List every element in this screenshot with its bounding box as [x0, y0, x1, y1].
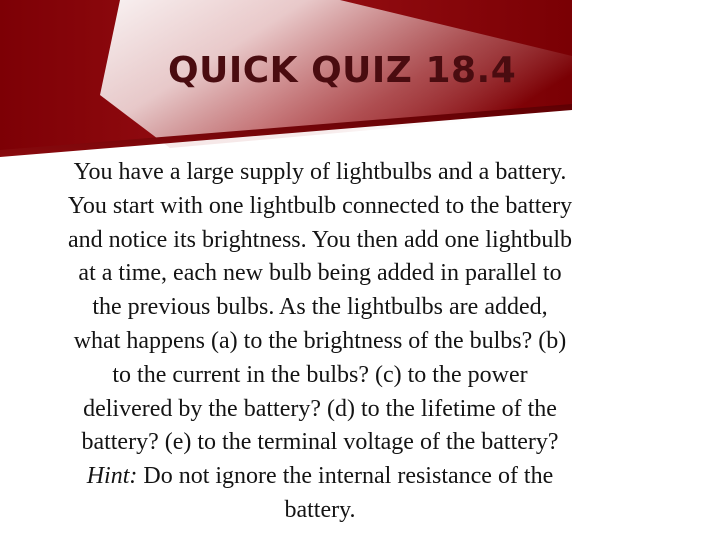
question-line: to the current in the bulbs? (c) to the power — [112, 361, 528, 388]
hint-label: Hint: — [86, 463, 138, 490]
question-line: and notice its brightness. You then add one lightbulb — [68, 226, 572, 253]
question-line: the previous bulbs. As the lightbulbs are added, — [92, 294, 548, 321]
question-line: You start with one lightbulb connected to the battery — [67, 192, 573, 219]
question-line: what happens (a) to the brightness of the bulbs? (b) — [73, 327, 567, 354]
hint-text: Do not ignore the internal resistance of the — [137, 463, 554, 490]
question-line: at a time, each new bulb being added in parallel to — [78, 260, 562, 287]
question-line: battery. — [284, 496, 356, 523]
question-line: delivered by the battery? (d) to the lifetime of the — [83, 395, 557, 422]
question-line: You have a large supply of lightbulbs and a battery. — [73, 159, 567, 185]
question-text — [10, 156, 630, 528]
slide-title: QUICK QUIZ 18.4 — [168, 50, 517, 91]
question-line: battery? (e) to the terminal voltage of the battery? — [81, 429, 559, 456]
